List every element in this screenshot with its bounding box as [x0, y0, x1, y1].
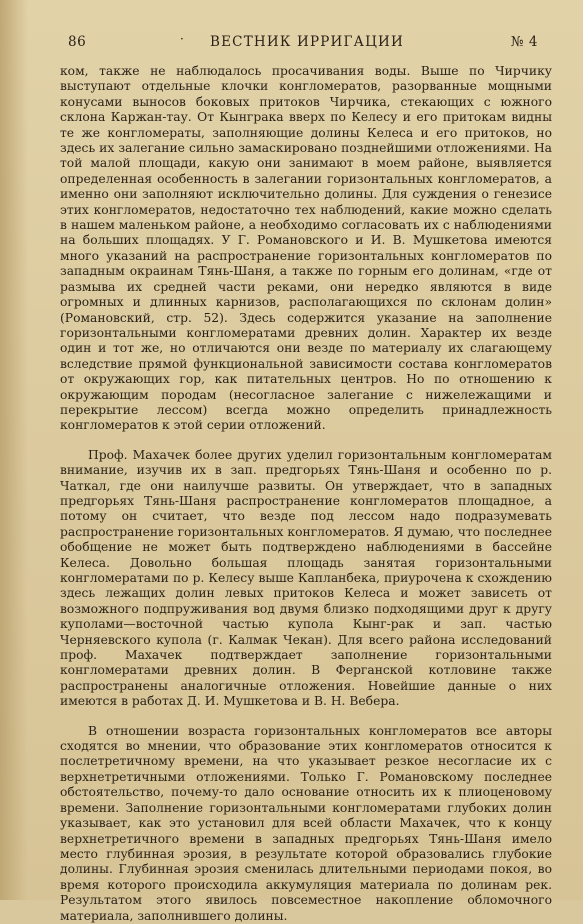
journal-title: ВЕСТНИК ИРРИГАЦИИ [210, 34, 404, 50]
issue-number: № 4 [510, 34, 538, 50]
paragraph-3: В отношении возраста горизонтальных конгломератов все авторы сходятся во мнении, что образование этих конгломератов относится к послетретичному времени, на что указывает резкое несогласие их с верхнетретичными отложениями. Только Г. Романовскому последнее обстоятельство, почему-то дало основание относить их к плиоценовому времени. Заполнение горизонтальными конгломератами глубоких долин указывает, как это установил для всей области Махачек, что к концу верхнетретичного времени в западных предгорьях Тянь-Шаня имело место глубинная эрозия, в результате которой образовались глубокие долины. Глубинная эрозия сменилась длительными периодами покоя, во время которого происходила аккумуляция материала по долинам рек. Результатом этого явилось повсеместное накопление обломочного материала, заполнившего долины. [60, 723, 552, 923]
article-body [60, 64, 552, 924]
header-separator: · [180, 32, 185, 46]
paragraph-1: ком, также не наблюдалось просачивания воды. Выше по Чирчику выступают отдельные клочки конгломератов, разорванные мощными конусами выносов боковых притоков Чирчика, стекающих с южного склона Каржан-тау. От Кынграка вверх по Келесу и его притокам видны те же конгломераты, заполняющие долины Келеса и его притоков, но здесь их залегание сильно замаскировано позднейшими отложениями. На той малой площади, какую они занимают в моем районе, выявляется определенная особенность в залегании горизонтальных конгломератов, а именно они заполняют исключительно долины. Для суждения о генезисе этих конгломератов, недостаточно тех наблюдений, какие можно сделать в нашем маленьком районе, а необходимо согласовать их с наблюдениями на больших площадях. У Г. Романовского и И. В. Мушкетова имеются много указаний на распространение горизонтальных конгломератов по западным окраинам Тянь-Шаня, а также по горным его долинам, «где от размыва их средней части реками, они нередко являются в виде огромных и длинных карнизов, располагающихся по склонам долин» (Романовский, стр. 52). Здесь содержится указание на заполнение горизонтальными конгломератами древних долин. Характер их везде один и тот же, но отличаются они везде по материалу их слагающему вследствие прямой функциональной зависимости состава конгломератов от окружающих гор, как питательных центров. Но по отношению к окружающим породам (несогласное залегание с нижележащими и перекрытие лессом) всегда можно определить принадлежность конгломератов к этой серии отложений. [60, 64, 552, 433]
running-header [68, 34, 538, 54]
page-number: 86 [68, 34, 87, 50]
paragraph-2: Проф. Махачек более других уделил горизонтальным конгломератам внимание, изучив их в зап. предгорьях Тянь-Шаня и особенно по р. Чаткал, где они наилучше развиты. Он утверждает, что в западных предгорьях Тянь-Шаня распространение конгломератов площадное, а потому он считает, что везде под лессом надо подразумевать распространение горизонтальных конгломератов. Я думаю, что последнее обобщение не может быть подтверждено наблюдениями в бассейне Келеса. Довольно большая площадь занятая горизонтальными конгломератами по р. Келесу выше Капланбека, приурочена к схождению здесь лежащих долин левых притоков Келеса и может зависеть от возможного подпруживания вод двумя близко подходящими друг к другу куполами—восточной частью купола Кынг-рак и зап. частью Черняевского купола (г. Калмак Чекан). Для всего района исследований проф. Махачек подтверждает заполнение горизонтальными конгломератами древних долин. В Ферганской котловине также распространены аналогичные отложения. Новейшие данные о них имеются в работах Д. И. Мушкетова и В. Н. Вебера. [60, 447, 552, 709]
